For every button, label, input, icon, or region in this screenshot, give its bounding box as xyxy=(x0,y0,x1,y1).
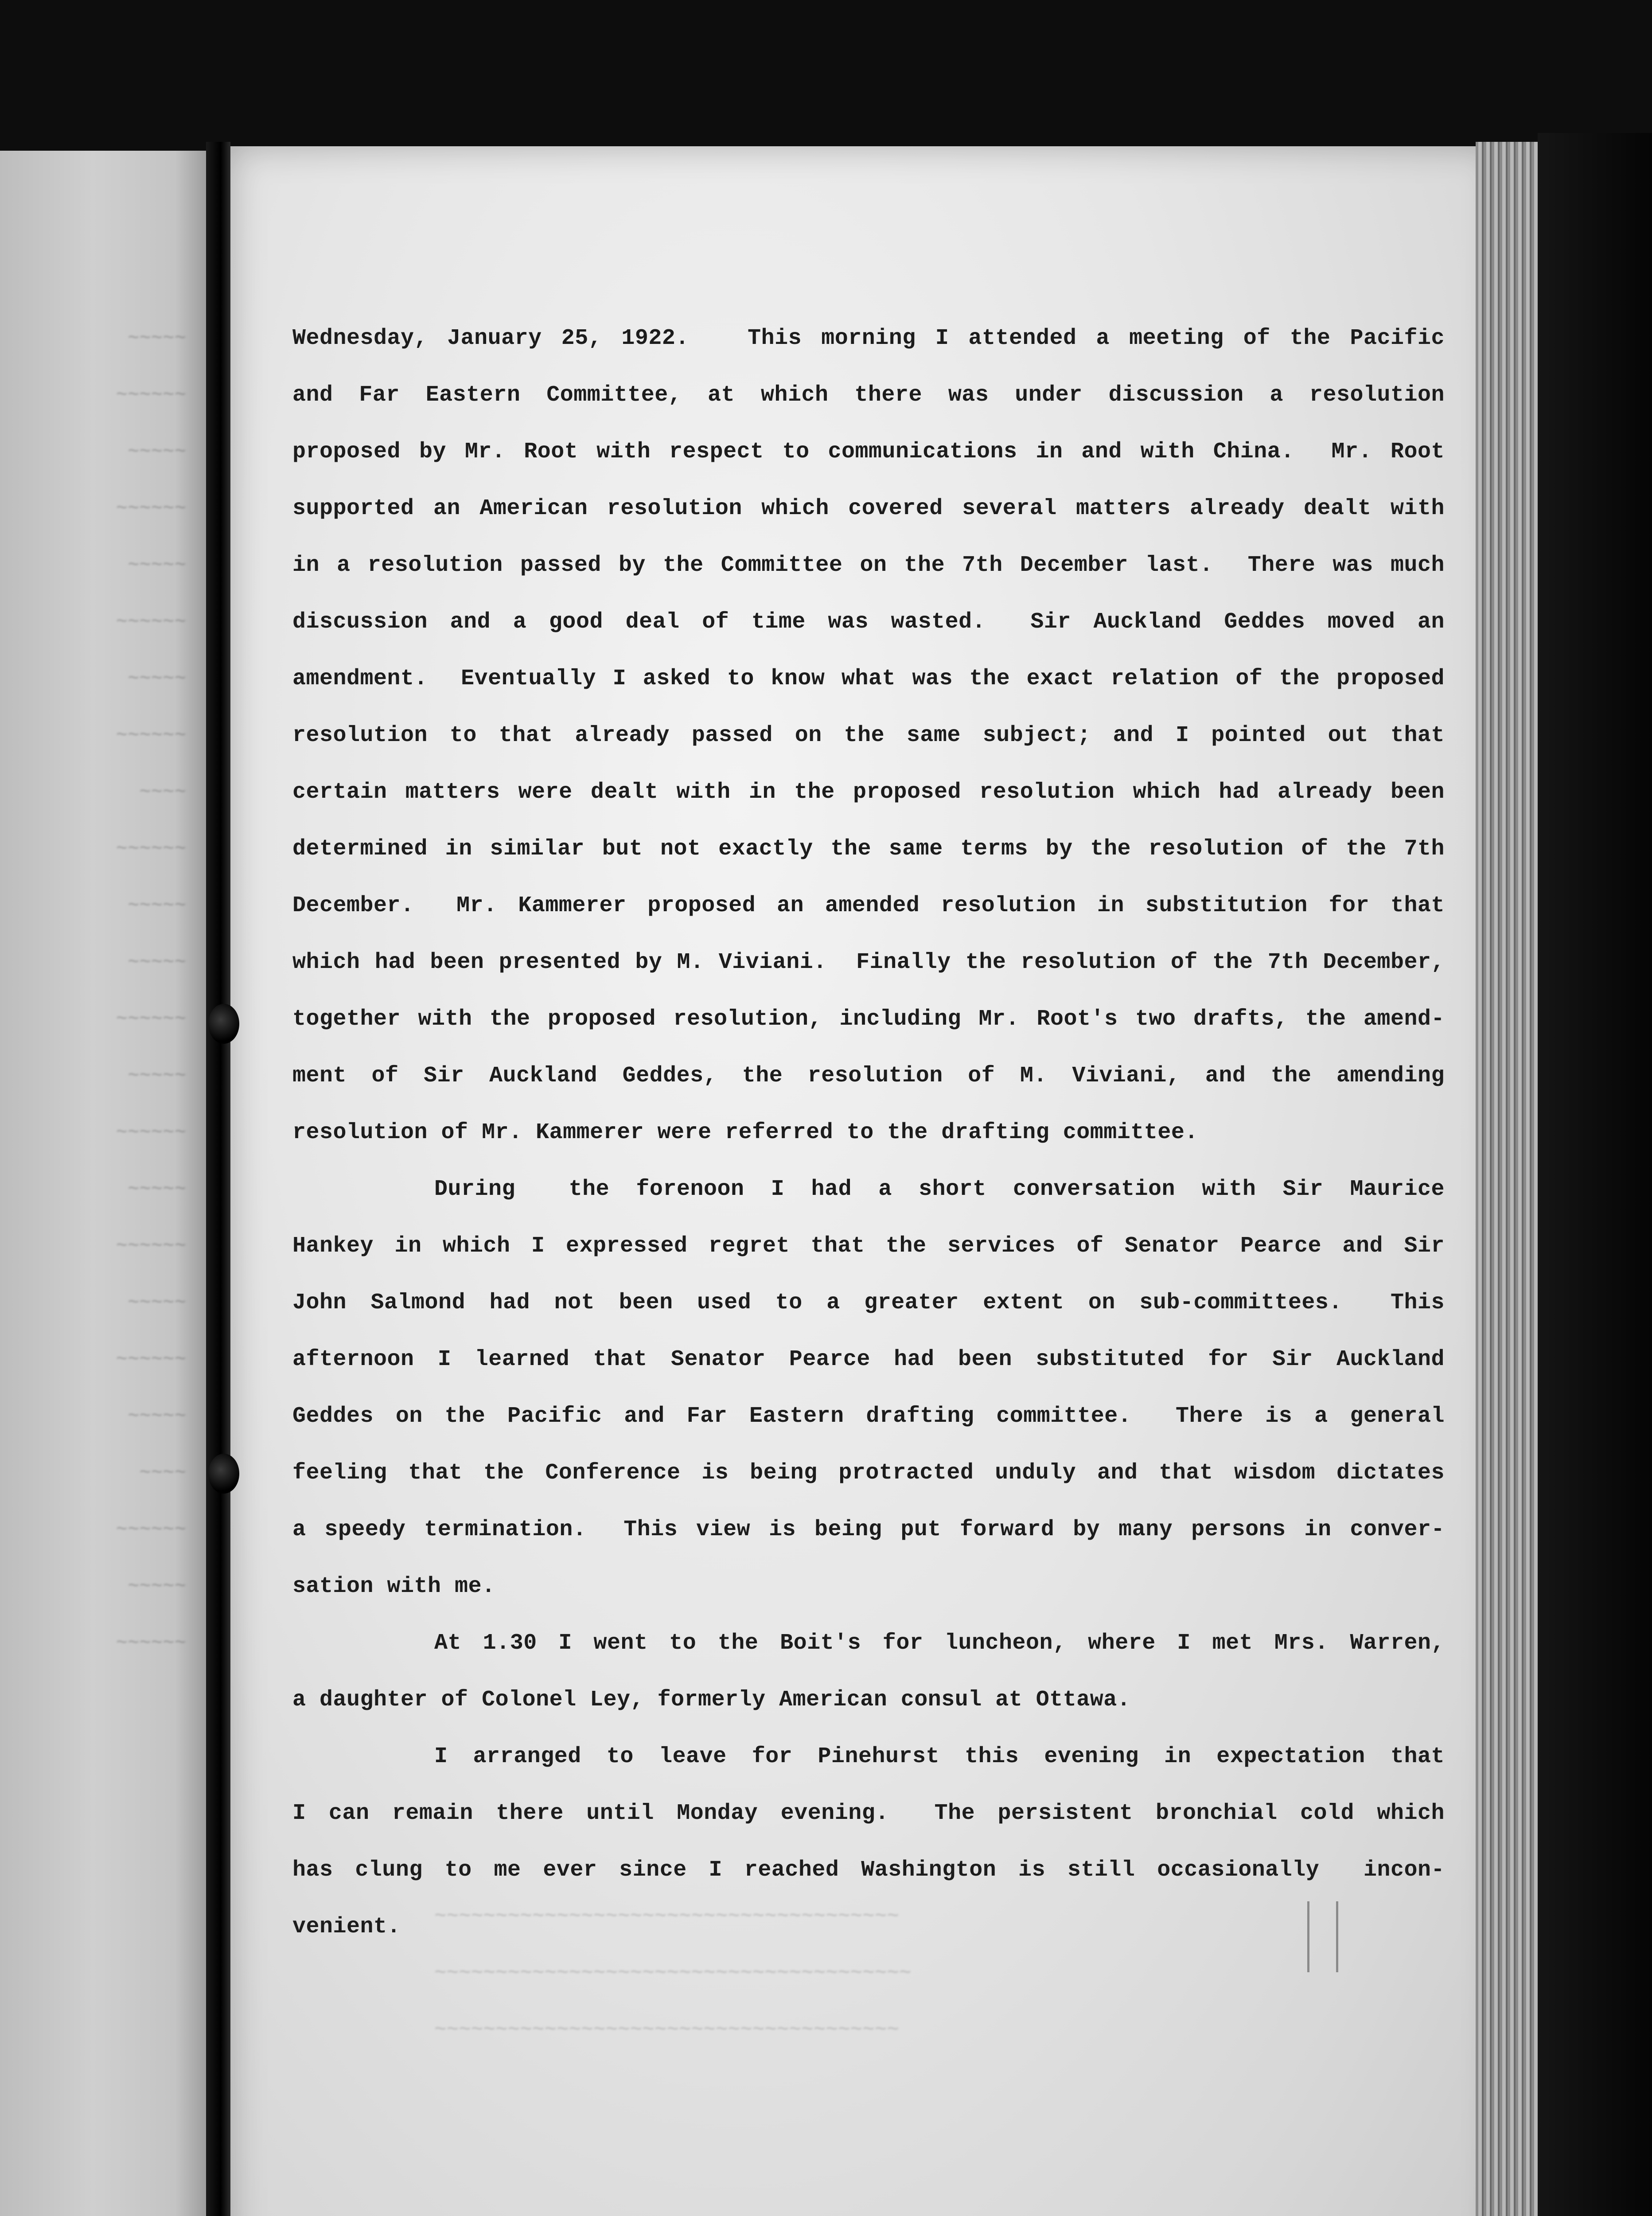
text-line: in a resolution passed by the Committee on the 7th December last. There was much xyxy=(292,553,1445,578)
text-line: afternoon I learned that Senator Pearce had been substituted for Sir Auckland xyxy=(292,1347,1445,1372)
text-line: supported an American resolution which covered several matters already dealt with xyxy=(292,496,1445,521)
text-line: proposed by Mr. Root with respect to communications in and with China. Mr. Root xyxy=(292,439,1445,464)
text-line: certain matters were dealt with in the proposed resolution which had already been xyxy=(292,780,1445,805)
text-line: a speedy termination. This view is being put forward by many persons in conver- xyxy=(292,1517,1445,1542)
previous-page-bleed-text: ~~~~~ ~~~~~~ ~~~~~ ~~~~~~ ~~~~~ ~~~~~~ ~~~~~ ~~~~~~ ~~~~ ~~~~~~ ~~~~~ ~~~~~ ~~~~~~ ~~~~~ ~~~~~~ ~~~~~ ~~~~~~ ~~~~~ ~~~~~~ ~~~~~ ~~~~ ~~~~~~ ~~~~~ ~~~~~~ xyxy=(116,328,186,1654)
text-line: a daughter of Colonel Ley, formerly American consul at Ottawa. xyxy=(292,1687,1131,1713)
text-line: amendment. Eventually I asked to know what was the exact relation of the proposed xyxy=(292,666,1445,691)
text-line: ment of Sir Auckland Geddes, the resolution of M. Viviani, and the amending xyxy=(292,1063,1445,1088)
text-line: which had been presented by M. Viviani. Finally the resolution of the 7th December, xyxy=(292,950,1445,975)
text-line: John Salmond had not been used to a greater extent on sub-committees. This xyxy=(292,1290,1445,1315)
text-line: During the forenoon I had a short conversation with Sir Maurice xyxy=(434,1177,1445,1202)
diary-entry-text xyxy=(292,310,1445,1955)
binder-gutter xyxy=(206,142,230,2216)
text-line: Hankey in which I expressed regret that the services of Senator Pearce and Sir xyxy=(292,1233,1445,1259)
text-line: Wednesday, January 25, 1922. This morning I attended a meeting of the Pacific xyxy=(292,326,1445,351)
text-line: together with the proposed resolution, including Mr. Root's two drafts, the amend- xyxy=(292,1007,1445,1032)
text-line: resolution of Mr. Kammerer were referred to the drafting committee. xyxy=(292,1120,1198,1145)
text-line: feeling that the Conference is being protracted unduly and that wisdom dictates xyxy=(292,1460,1445,1486)
paragraph xyxy=(292,1728,1445,1955)
text-line: and Far Eastern Committee, at which there was under discussion a resolution xyxy=(292,382,1445,408)
paragraph xyxy=(292,1161,1445,1615)
previous-page-strip xyxy=(0,151,206,2216)
text-line: I can remain there until Monday evening. The persistent bronchial cold which xyxy=(292,1801,1445,1826)
text-line: December. Mr. Kammerer proposed an amended resolution in substitution for that xyxy=(292,893,1445,918)
text-line: I arranged to leave for Pinehurst this evening in expectation that xyxy=(434,1744,1445,1769)
paragraph xyxy=(292,1615,1445,1728)
bleed-through-text: ~~~~~~~~~~~~~~~~~~~~~~~~~~~~~~~~~~~~~~ ~~~~~~~~~~~~~~~~~~~~~~~~~~~~~~~~~~~~~~~ ~~~~~~~~~~~~~~~~~~~~~~~~~~~~~~~~~~~~~~ xyxy=(434,1905,912,2041)
paragraph xyxy=(292,310,1445,1161)
scan-border-right xyxy=(1538,133,1652,2216)
text-line: sation with me. xyxy=(292,1574,495,1599)
text-line: venient. xyxy=(292,1914,401,1939)
text-line: has clung to me ever since I reached Washington is still occasionally incon- xyxy=(292,1857,1445,1883)
text-line: resolution to that already passed on the same subject; and I pointed out that xyxy=(292,723,1445,748)
text-line: determined in similar but not exactly the same terms by the resolution of the 7th xyxy=(292,836,1445,862)
text-line: Geddes on the Pacific and Far Eastern drafting committee. There is a general xyxy=(292,1404,1445,1429)
page-stack-edge xyxy=(1476,142,1538,2216)
text-line: discussion and a good deal of time was wasted. Sir Auckland Geddes moved an xyxy=(292,609,1445,635)
binder-ring-hole xyxy=(208,1454,239,1494)
binder-ring-hole xyxy=(208,1004,239,1044)
text-line: At 1.30 I went to the Boit's for luncheon, where I met Mrs. Warren, xyxy=(434,1631,1445,1656)
